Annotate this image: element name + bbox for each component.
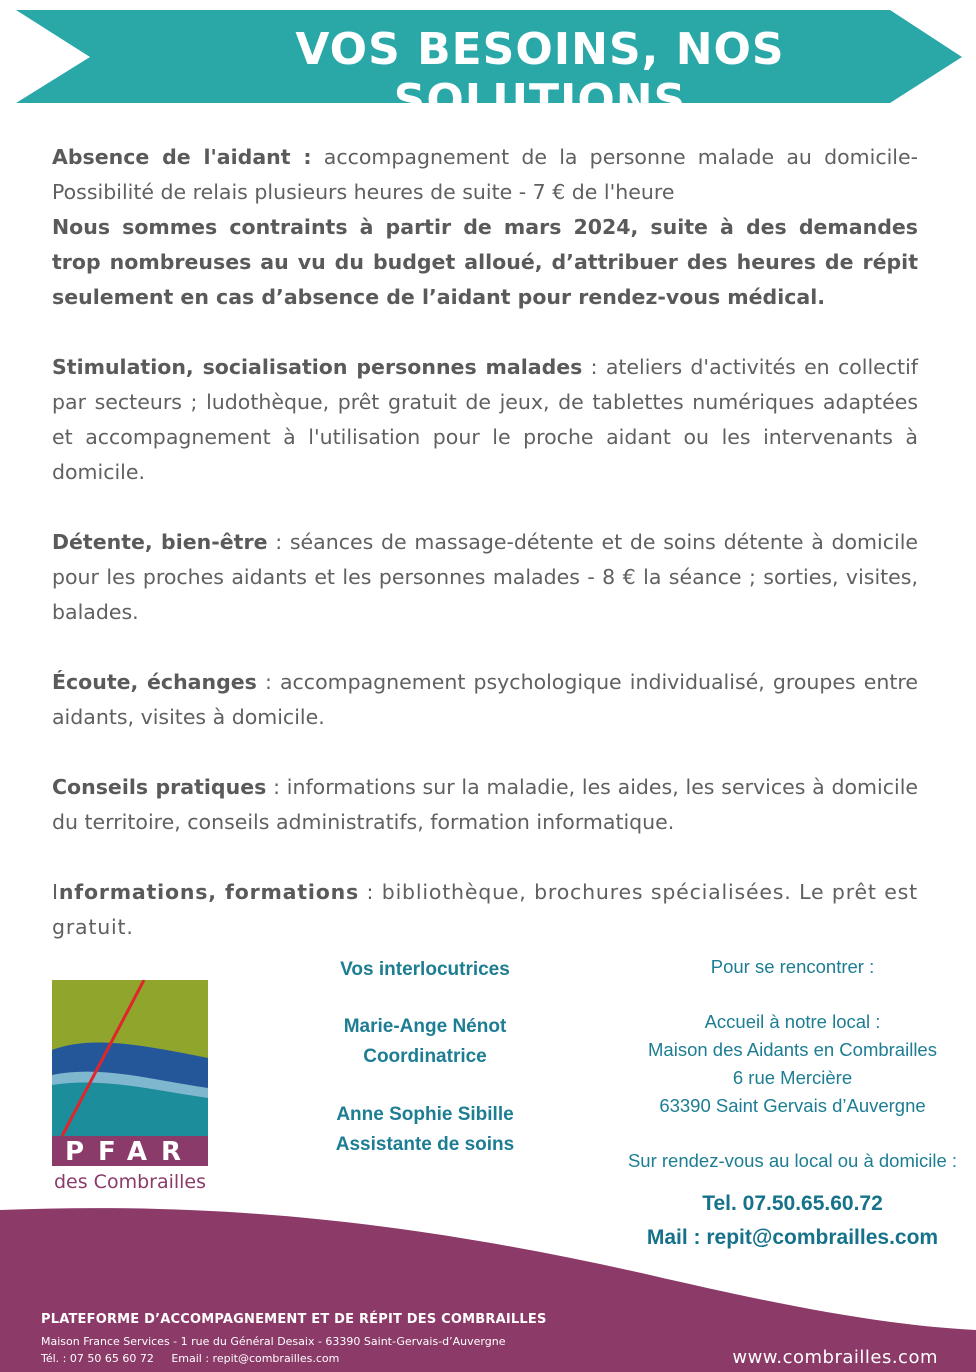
contact-name: Anne Sophie Sibille	[336, 1104, 514, 1125]
service-text: : accompagnement psychologique individualisé, groupes entre aidants, visites à domicile.	[52, 670, 918, 729]
service-text: accompagnement de la personne malade au domicile- Possibilité de relais plusieurs heures de suite - 7 € de l'heure	[52, 145, 919, 204]
service-conseils	[52, 770, 918, 840]
meeting-phone[interactable]: Tel. 07.50.65.60.72	[702, 1192, 883, 1215]
contact-name: Marie-Ange Nénot	[343, 1016, 507, 1037]
meeting-title: Pour se rencontrer :	[710, 956, 875, 977]
service-text: : séances de massage-détente et de soins détente à domicile pour les proches aidants et les personnes malades - 8 € la séance ; sorties, visites, balades.	[52, 530, 919, 624]
footer-contact: Tél. : 07 50 65 60 72 Email : repit@combrailles.com	[41, 1352, 340, 1365]
meeting-place: Maison des Aidants en Combrailles	[648, 1039, 937, 1060]
page-title: VOS BESOINS, NOS SOLUTIONS	[295, 24, 785, 126]
pfar-logo	[52, 980, 209, 1192]
meeting-appointment: Sur rendez-vous au local ou à domicile :	[627, 1150, 958, 1171]
services-list	[52, 140, 918, 980]
service-heading: Écoute, échanges	[52, 670, 257, 694]
contacts-block	[305, 955, 545, 1160]
contacts-title: Vos interlocutrices	[340, 959, 510, 980]
meeting-local-label: Accueil à notre local :	[704, 1011, 881, 1032]
meeting-street: 6 rue Mercière	[732, 1067, 853, 1088]
service-heading: Stimulation, socialisation personnes malades	[52, 355, 583, 379]
contact-role: Assistante de soins	[335, 1134, 515, 1155]
service-note: Nous sommes contraints à partir de mars 2024, suite à des demandes trop nombreuses au vu du budget alloué, d’attribuer des heures de répit seulement en cas d’absence de l’aidant pour rendez-vous médical.	[52, 215, 918, 309]
service-detente	[52, 525, 918, 630]
meeting-city: 63390 Saint Gervais d’Auvergne	[659, 1095, 926, 1116]
contact-role: Coordinatrice	[363, 1046, 487, 1067]
footer-address: Maison France Services - 1 rue du Général Desaix - 63390 Saint-Gervais-d’Auvergne	[41, 1335, 506, 1348]
service-prefix: I	[52, 880, 59, 904]
service-text: : ateliers d'activités en collectif par secteurs ; ludothèque, prêt gratuit de jeux, de tablettes numériques adaptées et accompagnement à l'utilisation pour le proche aidant ou les intervenants à domicile.	[52, 355, 918, 484]
service-informations	[52, 875, 918, 945]
meeting-mail[interactable]: Mail : repit@combrailles.com	[646, 1226, 939, 1249]
logo-acronym: PFAR	[65, 1137, 195, 1167]
service-ecoute	[52, 665, 918, 735]
service-heading: Absence de l'aidant :	[52, 145, 312, 169]
pfar-logo-graphic	[52, 980, 209, 1192]
header-banner	[0, 0, 976, 126]
logo-subtitle: des Combrailles	[53, 1171, 207, 1192]
footer-website-link[interactable]: www.combrailles.com	[732, 1347, 938, 1368]
footer	[41, 1312, 547, 1367]
footer-title: PLATEFORME D’ACCOMPAGNEMENT ET DE RÉPIT DES COMBRAILLES	[41, 1312, 547, 1327]
service-stimulation	[52, 350, 918, 490]
service-heading: Détente, bien-être	[52, 530, 268, 554]
service-text: : informations sur la maladie, les aides, les services à domicile du territoire, conseils administratifs, formation informatique.	[52, 775, 918, 834]
service-heading: Conseils pratiques	[52, 775, 267, 799]
service-absence	[52, 140, 918, 315]
service-text: : bibliothèque, brochures spécialisées. Le prêt est gratuit.	[52, 880, 918, 939]
service-heading: nformations, formations	[58, 880, 360, 904]
